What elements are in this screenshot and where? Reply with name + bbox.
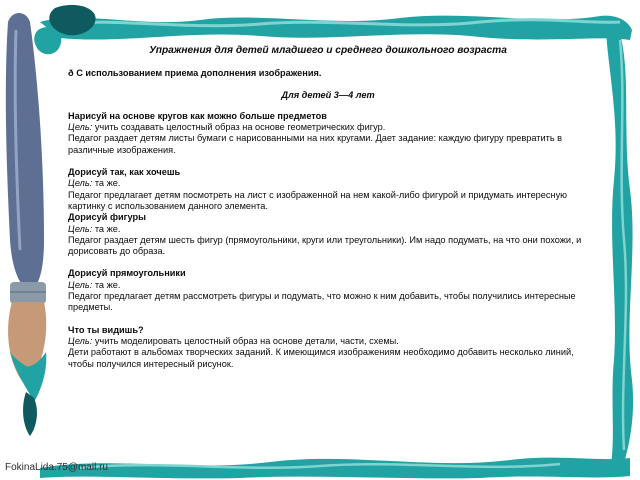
- goal-label: Цель:: [68, 122, 93, 133]
- goal-text: та же.: [94, 223, 121, 234]
- goal-text: та же.: [94, 279, 121, 290]
- subtitle-text: С использованием приема дополнения изображения.: [76, 68, 322, 79]
- bottom-paint-stroke: [40, 458, 630, 479]
- page-title: Упражнения для детей младшего и среднего дошкольного возраста: [149, 45, 507, 56]
- goal-label: Цель:: [68, 279, 93, 290]
- goal-text: та же.: [94, 178, 121, 189]
- exercise-heading: Дорисуй прямоугольники: [68, 268, 186, 279]
- exercise-goal: [68, 178, 588, 189]
- exercise-goal: [68, 336, 588, 347]
- brush-handle: [6, 13, 44, 290]
- goal-label: Цель:: [68, 223, 93, 234]
- exercise-goal: [68, 224, 588, 235]
- exercise-heading: Что ты видишь?: [68, 324, 144, 335]
- exercise-section: [68, 111, 588, 156]
- brush-ferrule: [10, 282, 46, 304]
- exercise-goal: [68, 280, 588, 291]
- exercise-description: Дети работают в альбомах творческих заданий. К имеющимся изображениям необходимо добавить несколько линий, чтобы получился интересный рисунок.: [68, 347, 574, 369]
- exercise-description: Педагог предлагает детям посмотреть на лист с изображенной на нем какой-либо фигурой и придумать интересную картинку с использованием данного элемента.: [68, 189, 568, 211]
- author-email-watermark: FokinaLida.75@mail.ru: [5, 462, 108, 473]
- exercise-description: Педагог раздает детям шесть фигур (прямоугольники, круги или треугольники). Им надо подумать, на что они похожи, и дорисовать до образа.: [68, 234, 582, 257]
- goal-label: Цель:: [68, 335, 93, 346]
- exercise-section: [68, 268, 588, 313]
- age-group: Для детей 3—4 лет: [281, 89, 375, 100]
- goal-text: учить моделировать целостный образ на основе детали, части, схемы.: [94, 335, 399, 346]
- subtitle: [68, 68, 588, 79]
- exercise-heading: Дорисуй фигуры: [68, 212, 146, 223]
- exercise-heading: Дорисуй так, как хочешь: [68, 167, 181, 178]
- exercise-heading: Нарисуй на основе кругов как можно больше предметов: [68, 110, 327, 121]
- subtitle-bullet: ð: [68, 68, 74, 79]
- exercise-section: [68, 167, 588, 212]
- exercise-goal: [68, 122, 588, 133]
- goal-text: учить создавать целостный образ на основе геометрических фигур.: [94, 122, 386, 133]
- exercise-section: [68, 212, 588, 257]
- top-left-splash-2: [34, 27, 61, 54]
- document-body: [68, 40, 588, 370]
- exercise-section: [68, 325, 588, 370]
- exercise-description: Педагог раздает детям листы бумаги с нарисованными на них кругами. Дает задание: каждую фигуру превратить в различные изображения.: [68, 133, 563, 155]
- right-paint-stroke: [606, 26, 633, 470]
- exercise-description: Педагог предлагает детям рассмотреть фигуры и подумать, что можно к ним добавить, чтобы получились интересные предметы.: [68, 291, 576, 313]
- goal-label: Цель:: [68, 178, 93, 189]
